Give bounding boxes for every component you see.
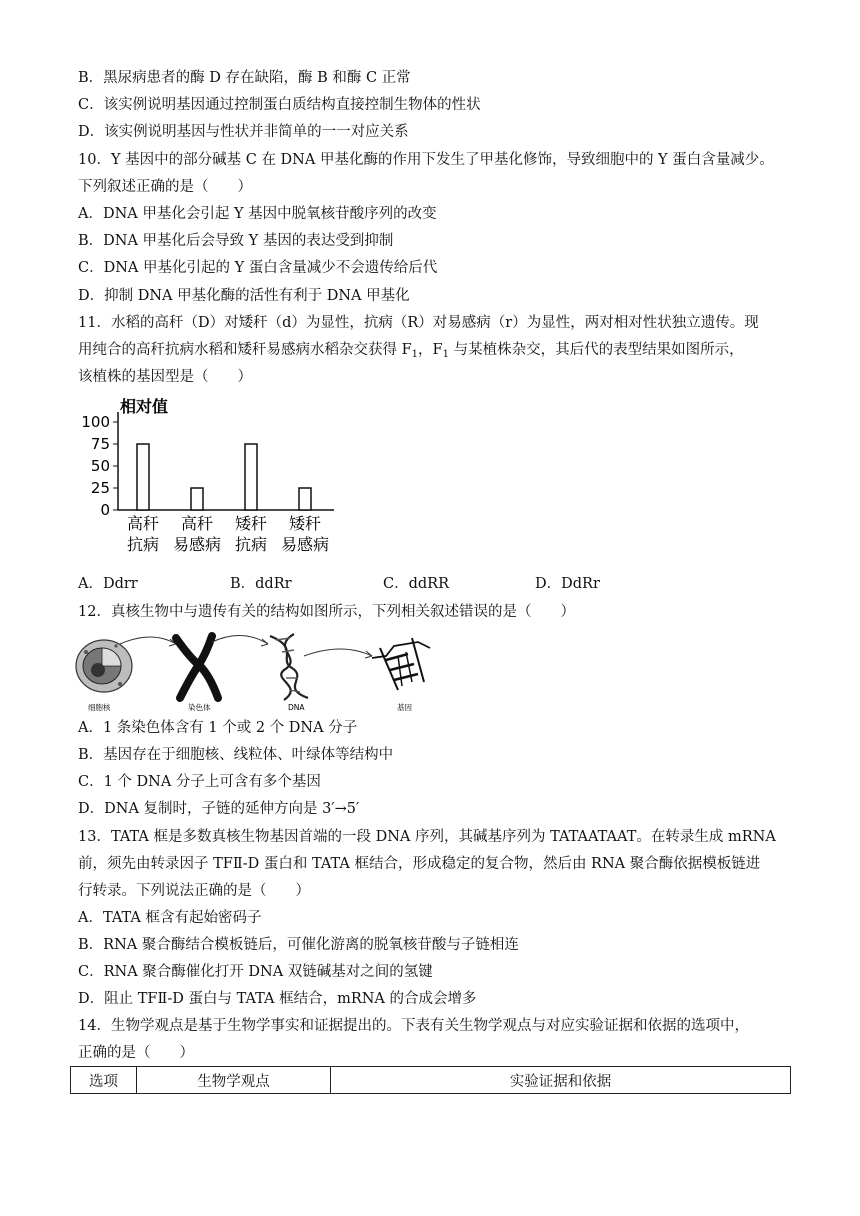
label-chromosome: 染色体 — [188, 703, 211, 712]
q10-option-b: B．DNA 甲基化后会导致 Y 基因的表达受到抑制 — [78, 233, 394, 249]
q13-stem-line2: 前，须先由转录因子 TFⅡ-D 蛋白和 TATA 框结合，形成稳定的复合物，然后由 RNA 聚合酶依据模板链进 — [78, 856, 761, 872]
chart-bars — [137, 444, 311, 510]
x-category-label: 抗病 — [126, 535, 160, 554]
y-tick-label: 25 — [90, 479, 110, 497]
q10-stem-line1: 10．Y 基因中的部分碱基 C 在 DNA 甲基化酶的作用下发生了甲基化修饰，导致细胞中的 Y 蛋白含量减少。 — [78, 152, 774, 168]
table-header-row — [71, 1067, 791, 1094]
bar — [191, 488, 203, 510]
genetic-structure-diagram — [72, 628, 442, 712]
q11-option-b: B．ddRr — [230, 576, 292, 592]
q13-stem-line3: 行转录。下列说法正确的是（ ） — [78, 883, 310, 899]
y-tick-label: 100 — [81, 413, 110, 431]
x-category-label: 矮秆 — [288, 514, 322, 533]
q14-stem-line2: 正确的是（ ） — [78, 1045, 194, 1061]
q12-stem: 12．真核生物中与遗传有关的结构如图所示，下列相关叙述错误的是（ ） — [78, 604, 575, 620]
q12-option-b: B．基因存在于细胞核、线粒体、叶绿体等结构中 — [78, 747, 394, 763]
bar — [245, 444, 257, 510]
q12-option-a: A．1 条染色体含有 1 个或 2 个 DNA 分子 — [78, 720, 358, 736]
q14-table — [70, 1066, 791, 1094]
chart-yticks — [81, 413, 118, 519]
x-category-label: 抗病 — [234, 535, 268, 554]
q11-stem-line3: 该植株的基因型是（ ） — [78, 369, 252, 385]
q11-option-a: A．Ddrr — [78, 576, 138, 592]
x-category-label: 易感病 — [172, 535, 222, 554]
table-header-cell: 实验证据和依据 — [331, 1067, 791, 1094]
q12-option-d: D．DNA 复制时，子链的延伸方向是 3′→5′ — [78, 801, 360, 817]
q13-stem-line1: 13．TATA 框是多数真核生物基因首端的一段 DNA 序列，其碱基序列为 TATAATAAT。在转录生成 mRNA — [78, 829, 776, 845]
y-tick-label: 50 — [90, 457, 110, 475]
chromosome-illustration — [176, 636, 218, 698]
q14-stem-line1: 14．生物学观点是基于生物学事实和证据提出的。下表有关生物学观点与对应实验证据和依据的选项中， — [78, 1018, 749, 1034]
x-category-label: 矮秆 — [234, 514, 268, 533]
table-header-cell: 选项 — [71, 1067, 137, 1094]
q11-option-c: C．ddRR — [383, 576, 449, 592]
x-category-label: 高秆 — [126, 514, 160, 533]
y-tick-label: 75 — [90, 435, 110, 453]
q13-option-c: C．RNA 聚合酶催化打开 DNA 双链碱基对之间的氢键 — [78, 964, 433, 980]
q12-option-c: C．1 个 DNA 分子上可含有多个基因 — [78, 774, 321, 790]
q11-stem-line1: 11．水稻的高秆（D）对矮秆（d）为显性，抗病（R）对易感病（r）为显性，两对相对性状独立遗传。现 — [78, 315, 759, 331]
q11-option-d: D．DdRr — [535, 576, 600, 592]
q10-option-c: C．DNA 甲基化引起的 Y 蛋白含量减少不会遗传给后代 — [78, 260, 438, 276]
y-tick-label: 0 — [100, 501, 110, 519]
label-dna: DNA — [288, 703, 305, 712]
q10-option-d: D．抑制 DNA 甲基化酶的活性有利于 DNA 甲基化 — [78, 288, 410, 304]
q13-option-b: B．RNA 聚合酶结合模板链后，可催化游离的脱氧核苷酸与子链相连 — [78, 937, 519, 953]
q11-stem-line2: 用纯合的高秆抗病水稻和矮秆易感病水稻杂交获得 $F_1$，$F_1$ 与某植株杂交，其后代的表型结果如图所示， — [78, 342, 744, 360]
chart-ylabel: 相对值 — [120, 397, 169, 416]
gene-illustration — [372, 638, 430, 690]
table-header-cell: 生物学观点 — [137, 1067, 331, 1094]
x-category-label: 易感病 — [280, 535, 330, 554]
q13-option-a: A．TATA 框含有起始密码子 — [78, 910, 262, 926]
bar — [137, 444, 149, 510]
chart-xlabels — [127, 514, 329, 554]
q10-option-a: A．DNA 甲基化会引起 Y 基因中脱氧核苷酸序列的改变 — [78, 206, 437, 222]
q9-option-d: D．该实例说明基因与性状并非简单的一一对应关系 — [78, 124, 409, 140]
label-nucleus: 细胞核 — [88, 703, 111, 712]
q9-option-b: B．黑尿病患者的酶 D 存在缺陷，酶 B 和酶 C 正常 — [78, 70, 411, 86]
q10-stem-line2: 下列叙述正确的是（ ） — [78, 179, 252, 195]
label-gene: 基因 — [397, 703, 412, 712]
q13-option-d: D．阻止 TFⅡ-D 蛋白与 TATA 框结合，mRNA 的合成会增多 — [78, 991, 477, 1007]
dna-helix-illustration — [270, 634, 308, 700]
bar — [299, 488, 311, 510]
x-category-label: 高秆 — [180, 514, 214, 533]
phenotype-bar-chart — [72, 392, 342, 562]
nucleus-illustration — [76, 640, 132, 692]
q9-option-c: C．该实例说明基因通过控制蛋白质结构直接控制生物体的性状 — [78, 97, 481, 113]
